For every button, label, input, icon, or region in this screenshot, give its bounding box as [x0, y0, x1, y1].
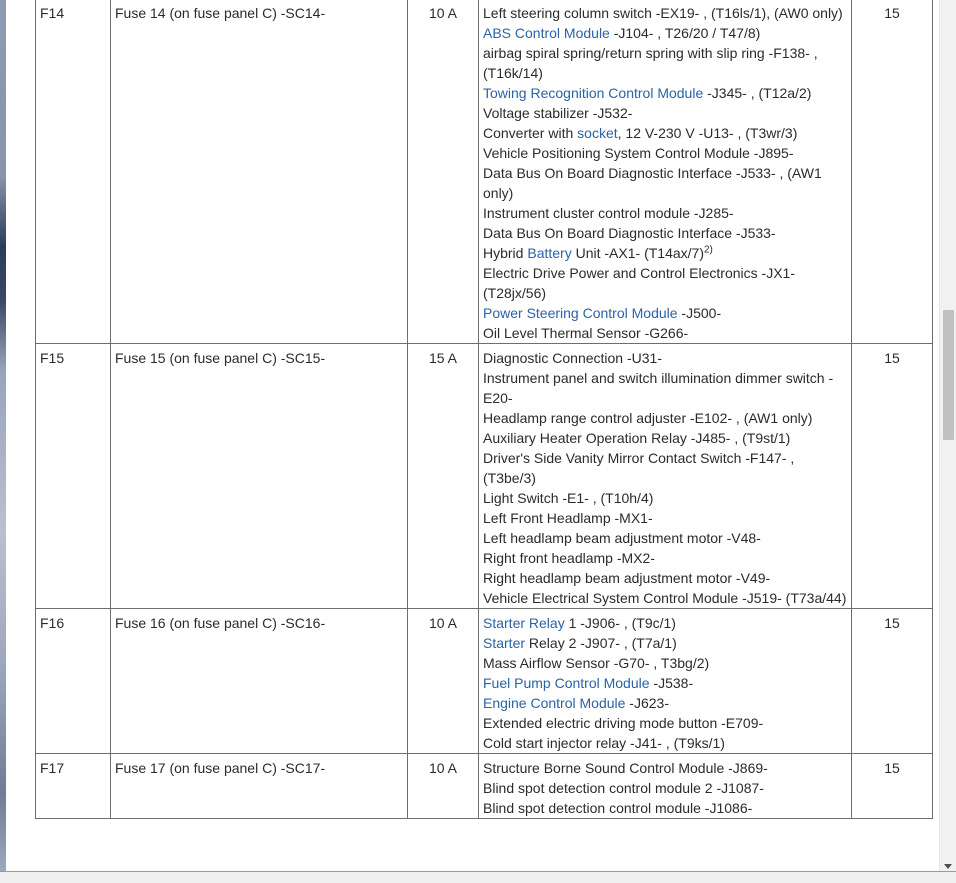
fuse-description: Fuse 15 (on fuse panel C) -SC15- [111, 344, 408, 609]
component-line [483, 243, 847, 263]
components-cell [479, 609, 852, 754]
component-line: Extended electric driving mode button -E709- [483, 715, 764, 731]
component-line: Blind spot detection control module 2 -J1087- [483, 780, 764, 796]
component-line: Blind spot detection control module -J1086- [483, 800, 753, 816]
fuse-description: Fuse 16 (on fuse panel C) -SC16- [111, 609, 408, 754]
footnote-marker[interactable]: 2) [703, 244, 713, 256]
fuse-position: F16 [36, 609, 111, 754]
fuse-terminal: 15 [852, 344, 933, 609]
component-text: -J623- [625, 695, 669, 711]
component-text: Unit -AX1- (T14ax/7) [571, 245, 704, 261]
component-line [483, 673, 847, 693]
component-line: Instrument panel and switch illumination dimmer switch -E20- [483, 370, 834, 406]
fuse-amperage: 15 A [408, 344, 479, 609]
table-row [36, 0, 933, 344]
table-row [36, 609, 933, 754]
component-line: Instrument cluster control module -J285- [483, 205, 734, 221]
fuse-amperage: 10 A [408, 609, 479, 754]
fuse-position: F14 [36, 0, 111, 344]
component-line: Data Bus On Board Diagnostic Interface -J533- [483, 225, 776, 241]
fuse-amperage: 10 A [408, 754, 479, 819]
background-window-edge [0, 0, 6, 883]
fuse-terminal: 15 [852, 609, 933, 754]
component-line: Oil Level Thermal Sensor -G266- [483, 325, 689, 341]
component-text: -J104- , T26/20 / T47/8) [609, 25, 761, 41]
fuse-terminal: 15 [852, 0, 933, 344]
component-line: Data Bus On Board Diagnostic Interface -J533- , (AW1 only) [483, 165, 822, 201]
components-cell [479, 344, 852, 609]
component-line [483, 123, 847, 143]
table-row [36, 754, 933, 819]
component-line: Structure Borne Sound Control Module -J869- [483, 760, 768, 776]
component-line: Light Switch -E1- , (T10h/4) [483, 490, 654, 506]
component-line: Left Front Headlamp -MX1- [483, 510, 653, 526]
component-line: Right front headlamp -MX2- [483, 550, 655, 566]
component-line: Cold start injector relay -J41- , (T9ks/1) [483, 735, 725, 751]
components-cell [479, 0, 852, 344]
fuse-description: Fuse 14 (on fuse panel C) -SC14- [111, 0, 408, 344]
component-line: Vehicle Electrical System Control Module -J519- (T73a/44) [483, 590, 847, 606]
component-line [483, 693, 847, 713]
component-text: Converter with [483, 125, 578, 141]
fuse-description: Fuse 17 (on fuse panel C) -SC17- [111, 754, 408, 819]
component-line: airbag spiral spring/return spring with slip ring -F138- , (T16k/14) [483, 45, 818, 81]
component-line: Electric Drive Power and Control Electronics -JX1- (T28jx/56) [483, 265, 795, 301]
component-text: -J345- , (T12a/2) [703, 85, 812, 101]
component-line: Left steering column switch -EX19- , (T16ls/1), (AW0 only) [483, 5, 843, 21]
fuse-position: F15 [36, 344, 111, 609]
component-line: Headlamp range control adjuster -E102- , (AW1 only) [483, 410, 813, 426]
component-line [483, 633, 847, 653]
component-text: Hybrid [483, 245, 528, 261]
component-line: Right headlamp beam adjustment motor -V49- [483, 570, 771, 586]
component-line: Driver's Side Vanity Mirror Contact Switch -F147- , (T3be/3) [483, 450, 795, 486]
component-line [483, 303, 847, 323]
component-line [483, 23, 847, 43]
component-link[interactable]: Starter Relay [483, 615, 565, 631]
component-line: Diagnostic Connection -U31- [483, 350, 662, 366]
component-text: Relay 2 -J907- , (T7a/1) [525, 635, 677, 651]
component-link[interactable]: Towing Recognition Control Module [483, 85, 704, 101]
component-text: , 12 V-230 V -U13- , (T3wr/3) [617, 125, 798, 141]
component-text: 1 -J906- , (T9c/1) [564, 615, 676, 631]
fuse-position: F17 [36, 754, 111, 819]
component-link[interactable]: Starter [483, 635, 526, 651]
component-link[interactable]: Battery [527, 245, 572, 261]
component-link[interactable]: Power Steering Control Module [483, 305, 678, 321]
component-line: Voltage stabilizer -J532- [483, 105, 633, 121]
component-text: -J500- [677, 305, 722, 321]
fuse-amperage: 10 A [408, 0, 479, 344]
vertical-scrollbar[interactable] [939, 0, 956, 883]
component-link[interactable]: ABS Control Module [483, 25, 610, 41]
component-line: Mass Airflow Sensor -G70- , T3bg/2) [483, 655, 710, 671]
window-bottom-edge [0, 871, 956, 883]
fuse-table [35, 0, 933, 819]
component-line: Left headlamp beam adjustment motor -V48- [483, 530, 761, 546]
component-line: Auxiliary Heater Operation Relay -J485- , (T9st/1) [483, 430, 791, 446]
component-link[interactable]: Fuel Pump Control Module [483, 675, 650, 691]
component-line [483, 83, 847, 103]
components-cell [479, 754, 852, 819]
component-text: -J538- [649, 675, 694, 691]
table-row [36, 344, 933, 609]
component-link[interactable]: socket [577, 125, 618, 141]
fuse-terminal: 15 [852, 754, 933, 819]
component-link[interactable]: Engine Control Module [483, 695, 626, 711]
component-line: Vehicle Positioning System Control Module -J895- [483, 145, 794, 161]
component-line [483, 613, 847, 633]
scrollbar-thumb[interactable] [943, 310, 954, 440]
chevron-down-icon[interactable] [944, 864, 952, 869]
